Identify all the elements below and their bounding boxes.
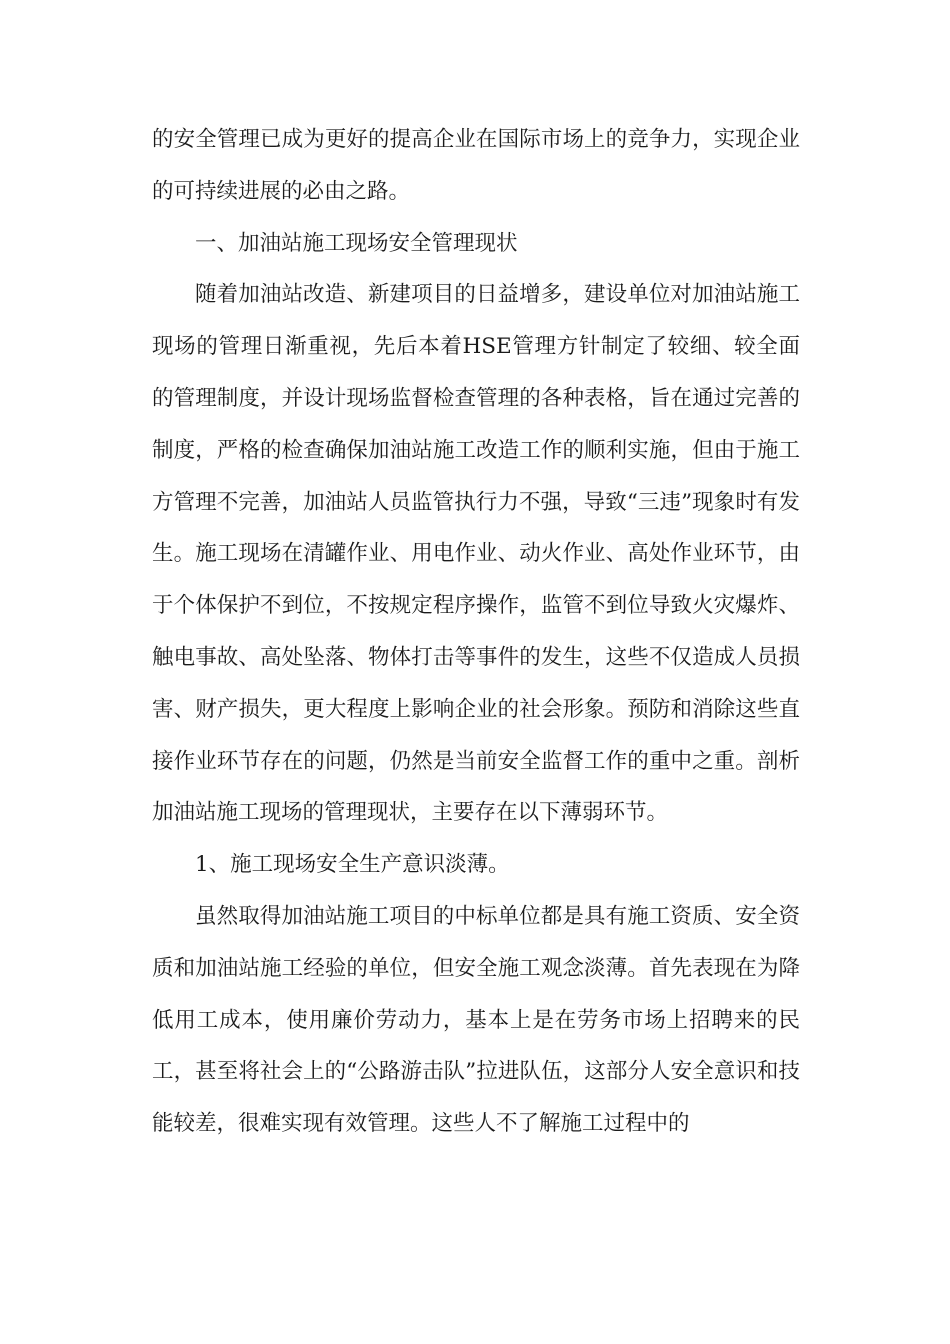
paragraph-current-status: 随着加油站改造、新建项目的日益增多，建设单位对加油站施工现场的管理日渐重视，先后本着HSE管理方针制定了较细、较全面的管理制度，并设计现场监督检查管理的各种表格，旨在通过完善的制度，严格的检查确保加油站施工改造工作的顺利实施，但由于施工方管理不完善，加油站人员监管执行力不强，导致“三违”现象时有发生。施工现场在清罐作业、用电作业、动火作业、高处作业环节，由于个体保护不到位，不按规定程序操作，监管不到位导致火灾爆炸、触电事故、高处坠落、物体打击等事件的发生，这些不仅造成人员损害、财产损失，更大程度上影响企业的社会形象。预防和消除这些直接作业环节存在的问题，仍然是当前安全监督工作的重中之重。剖析加油站施工现场的管理现状，主要存在以下薄弱环节。 — [152, 282, 800, 826]
paragraph-safety-awareness: 虽然取得加油站施工项目的中标单位都是具有施工资质、安全资质和加油站施工经验的单位，但安全施工观念淡薄。首先表现在为降低用工成本，使用廉价劳动力，基本上是在劳务市场上招聘来的民工，甚至将社会上的“公路游击队”拉进队伍，这部分人安全意识和技能较差，很难实现有效管理。这些人不了解施工过程中的 — [152, 903, 800, 1137]
section-heading-1: 一、加油站施工现场安全管理现状 — [195, 230, 518, 256]
paragraph-continuation: 的安全管理已成为更好的提高企业在国际市场上的竞争力，实现企业的可持续进展的必由之路。 — [152, 127, 800, 204]
document-body — [152, 114, 800, 1150]
subsection-heading-1: 1、施工现场安全生产意识淡薄。 — [195, 852, 510, 878]
